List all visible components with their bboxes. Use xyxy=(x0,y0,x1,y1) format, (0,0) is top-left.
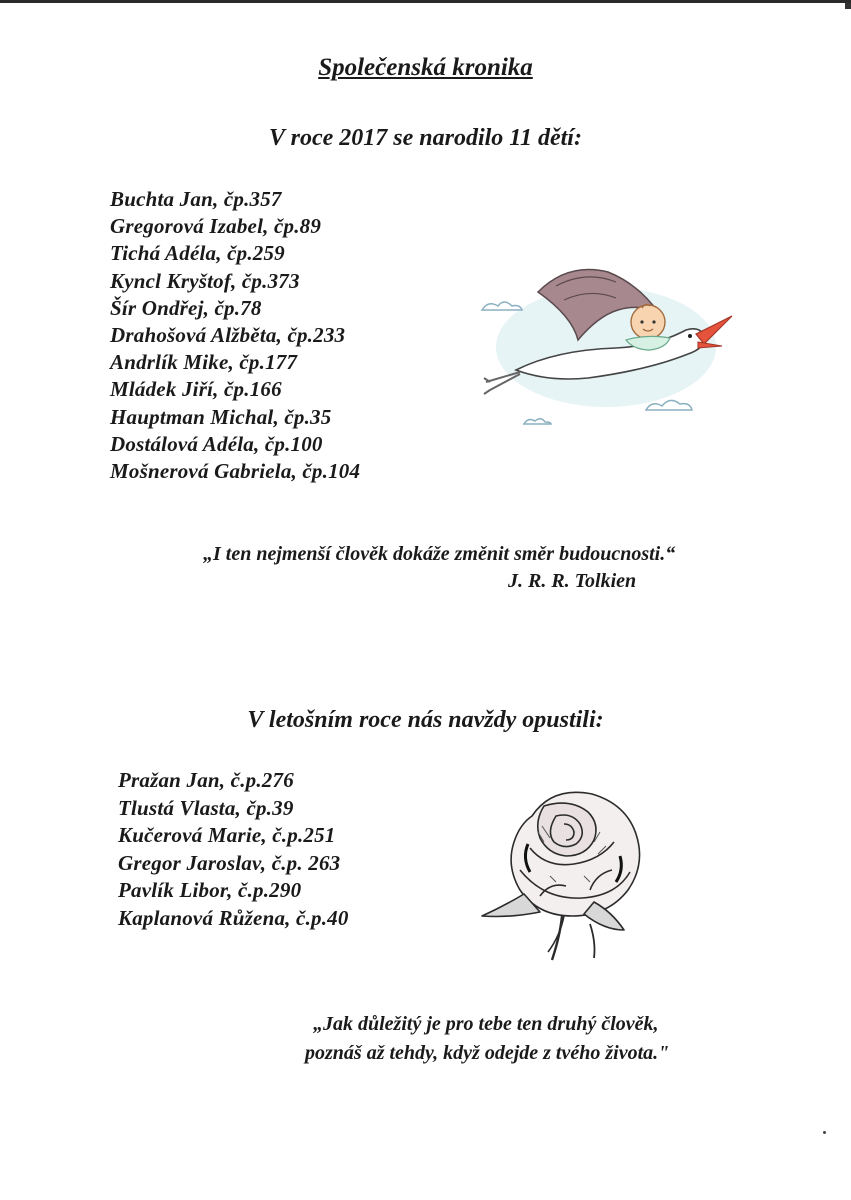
deaths-list xyxy=(118,767,349,933)
births-heading: V roce 2017 se narodilo 11 dětí: xyxy=(269,125,582,151)
list-item: Hauptman Michal, čp.35 xyxy=(110,404,332,429)
list-item: Pražan Jan, č.p.276 xyxy=(118,768,294,792)
list-item: Dostálová Adéla, čp.100 xyxy=(110,431,323,456)
deaths-heading: V letošním roce nás navždy opustili: xyxy=(247,707,604,733)
deaths-quote-line-1: „Jak důležitý je pro tebe ten druhý člověk, xyxy=(313,1013,659,1035)
births-list xyxy=(110,186,360,485)
stork-with-baby-icon xyxy=(476,252,736,432)
top-edge-line xyxy=(0,0,851,3)
list-item: Tlustá Vlasta, čp.39 xyxy=(118,795,294,820)
list-item: Gregorová Izabel, čp.89 xyxy=(110,214,322,239)
list-item: Mošnerová Gabriela, čp.104 xyxy=(110,459,361,484)
scan-speck xyxy=(823,1131,826,1134)
list-item: Šír Ondřej, čp.78 xyxy=(110,295,262,320)
list-item: Kučerová Marie, č.p.251 xyxy=(118,823,336,848)
list-item: Tichá Adéla, čp.259 xyxy=(110,241,285,266)
rose-icon xyxy=(480,786,652,962)
deaths-quote-line-2: poznáš až tehdy, když odejde z tvého života." xyxy=(305,1042,670,1064)
births-quote: „I ten nejmenší člověk dokáže změnit směr budoucnosti.“ xyxy=(203,543,676,565)
list-item: Gregor Jaroslav, č.p. 263 xyxy=(118,850,341,875)
list-item: Drahošová Alžběta, čp.233 xyxy=(110,323,346,348)
list-item: Andrlík Mike, čp.177 xyxy=(110,350,298,375)
births-quote-author: J. R. R. Tolkien xyxy=(508,570,637,592)
list-item: Pavlík Libor, č.p.290 xyxy=(118,878,302,903)
list-item: Buchta Jan, čp.357 xyxy=(110,187,282,211)
list-item: Kyncl Kryštof, čp.373 xyxy=(110,268,300,293)
scan-corner-mark xyxy=(845,3,851,9)
list-item: Kaplanová Růžena, č.p.40 xyxy=(118,905,349,930)
page-title: Společenská kronika xyxy=(318,54,533,81)
list-item: Mládek Jiří, čp.166 xyxy=(110,377,282,402)
